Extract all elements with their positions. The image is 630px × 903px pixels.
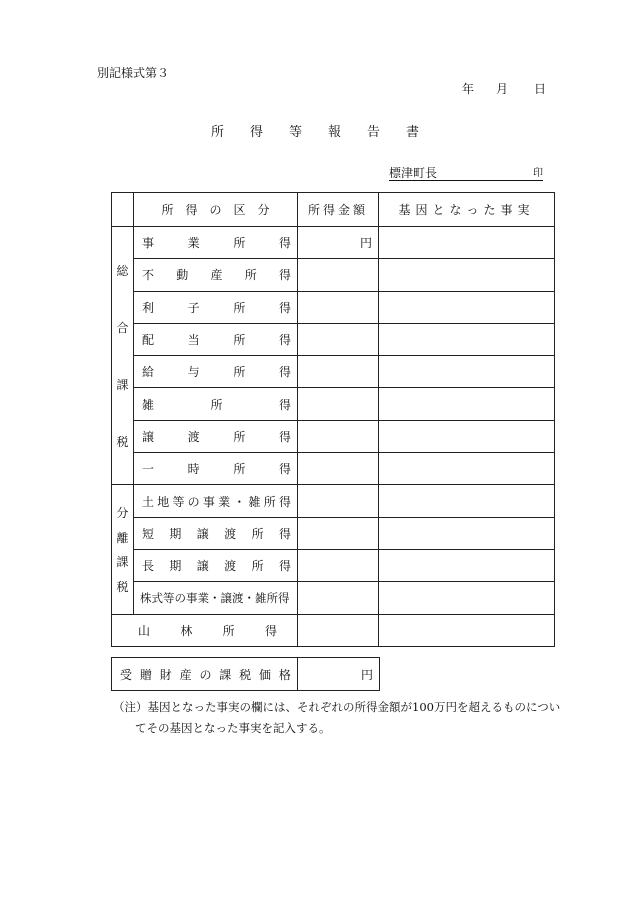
- group-label: 総 合 課 税: [116, 263, 129, 449]
- facts-cell[interactable]: [379, 485, 555, 517]
- table-row: [112, 356, 555, 388]
- category-label: 配 当 所 得: [142, 333, 291, 348]
- note-line-1: （注）基因となった事実の欄には、それぞれの所得金額が100万円を超えるものについ: [113, 700, 561, 714]
- facts-cell[interactable]: [379, 356, 555, 388]
- table-row: [112, 549, 555, 581]
- category-cell: [134, 549, 298, 581]
- category-cell: [134, 485, 298, 517]
- forestry-row: [112, 614, 555, 646]
- note: [113, 697, 573, 739]
- table-row: [112, 323, 555, 355]
- category-cell: [134, 356, 298, 388]
- facts-cell[interactable]: [379, 323, 555, 355]
- category-cell: [134, 388, 298, 420]
- category-label: 一 時 所 得: [142, 462, 291, 477]
- category-cell: [134, 323, 298, 355]
- group-general: [112, 227, 134, 485]
- facts-cell[interactable]: [379, 614, 555, 646]
- addressee-name: 標津町長: [389, 166, 438, 180]
- income-table: [111, 192, 555, 647]
- category-label: 受 贈 財 産 の 課 税 価 格: [120, 667, 291, 682]
- header-blank-cell: [112, 193, 134, 227]
- category-label: 山 林 所 得: [138, 623, 277, 638]
- amount-cell[interactable]: 円: [298, 227, 379, 259]
- header-category: 所 得 の 区 分: [134, 193, 298, 227]
- date-day: 日: [534, 82, 547, 96]
- group-label: 分 離 課 税: [116, 505, 129, 595]
- addressee-line: [389, 164, 543, 181]
- category-label: 事 業 所 得: [142, 236, 291, 251]
- category-label: 短 期 譲 渡 所 得: [142, 526, 291, 541]
- amount-cell[interactable]: [298, 614, 379, 646]
- amount-cell[interactable]: [298, 388, 379, 420]
- amount-cell[interactable]: [298, 453, 379, 485]
- category-cell: [134, 227, 298, 259]
- facts-cell[interactable]: [379, 259, 555, 291]
- table-row: [112, 227, 555, 259]
- forestry-cell: [112, 614, 298, 646]
- facts-cell[interactable]: [379, 517, 555, 549]
- category-label: 不 動 産 所 得: [142, 268, 291, 283]
- table-row: [112, 453, 555, 485]
- facts-cell[interactable]: [379, 549, 555, 581]
- facts-cell[interactable]: [379, 420, 555, 452]
- gift-table: [111, 657, 380, 691]
- category-cell: [134, 259, 298, 291]
- category-cell: [134, 420, 298, 452]
- table-row: [112, 291, 555, 323]
- facts-cell[interactable]: [379, 582, 555, 614]
- category-label: 土 地 等 の 事 業 ・ 雑 所 得: [142, 494, 291, 509]
- facts-cell[interactable]: [379, 227, 555, 259]
- seal-mark: 印: [533, 168, 543, 179]
- note-line-2: てその基因となった事実を記入する。: [135, 721, 331, 735]
- amount-cell[interactable]: [298, 356, 379, 388]
- amount-cell[interactable]: [298, 291, 379, 323]
- category-label: 長 期 譲 渡 所 得: [142, 559, 291, 574]
- category-label: 譲 渡 所 得: [142, 429, 291, 444]
- category-label: 株式等の事業・譲渡・雑所得: [140, 590, 290, 605]
- category-cell: [134, 582, 298, 614]
- amount-cell[interactable]: [298, 259, 379, 291]
- category-label: 給 与 所 得: [142, 365, 291, 380]
- category-label: 利 子 所 得: [142, 300, 291, 315]
- category-label: 雑 所 得: [142, 397, 291, 412]
- group-separate: [112, 485, 134, 614]
- table-header-row: [112, 193, 555, 227]
- date-month: 月: [496, 82, 509, 96]
- category-cell: [134, 291, 298, 323]
- amount-cell[interactable]: [298, 582, 379, 614]
- gift-label-cell: [112, 658, 298, 691]
- gift-row: [112, 658, 380, 691]
- document-title: 所 得 等 報 告 書: [210, 125, 419, 140]
- table-row: [112, 582, 555, 614]
- category-cell: [134, 517, 298, 549]
- amount-cell[interactable]: [298, 485, 379, 517]
- form-number: 別記様式第３: [97, 66, 170, 80]
- category-cell: [134, 453, 298, 485]
- amount-cell[interactable]: [298, 549, 379, 581]
- facts-cell[interactable]: [379, 453, 555, 485]
- facts-cell[interactable]: [379, 291, 555, 323]
- facts-cell[interactable]: [379, 388, 555, 420]
- table-row: [112, 517, 555, 549]
- amount-cell[interactable]: [298, 323, 379, 355]
- gift-amount-cell[interactable]: 円: [298, 658, 380, 691]
- table-row: [112, 388, 555, 420]
- date-year: 年: [462, 82, 475, 96]
- amount-cell[interactable]: [298, 420, 379, 452]
- table-row: [112, 485, 555, 517]
- table-row: [112, 259, 555, 291]
- header-facts: 基因となった事実: [379, 193, 555, 227]
- header-amount: 所得金額: [298, 193, 379, 227]
- date-line: [462, 80, 562, 97]
- amount-cell[interactable]: [298, 517, 379, 549]
- table-row: [112, 420, 555, 452]
